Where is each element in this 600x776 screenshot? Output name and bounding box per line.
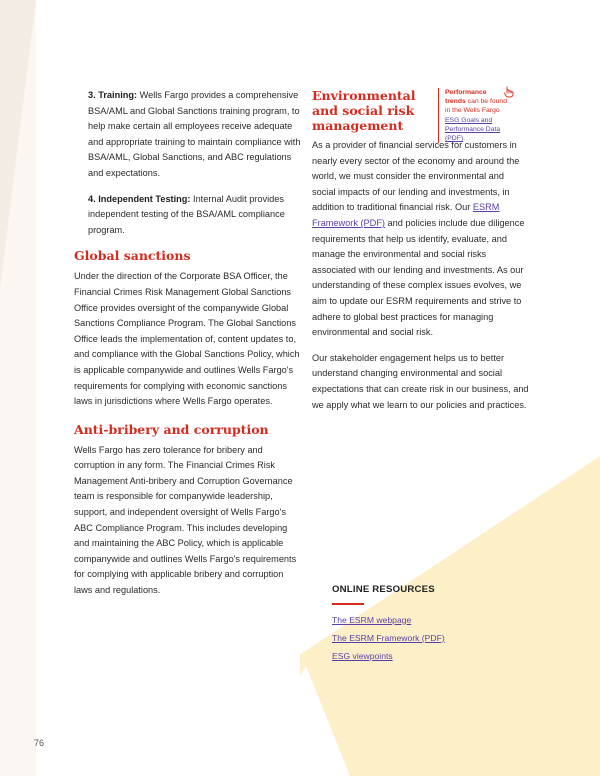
sidebar-lead-bold: Performance trends [445,89,487,106]
left-column [74,88,302,609]
global-sanctions-heading: Global sanctions [74,248,191,264]
independent-testing-label: Independent Testing: [98,193,191,204]
hand-pointer-icon [503,86,515,98]
list-item-independent-testing: 4. Independent Testing: Internal Audit provides independent testing of the BSA/AML compliance program. [88,193,285,235]
right-column [312,88,530,423]
independent-testing-text: Internal Audit provides independent testing of the BSA/AML compliance program. [88,193,285,235]
anti-bribery-body: Wells Fargo has zero tolerance for bribery and corruption in any form. The Financial Crimes Risk Management Anti-bribery and Corruption Governance team is responsible for companywide leadership, support, and independent oversight of Wells Fargo's ABC Compliance Program. This includes developing and maintaining the ABC Policy, which is applicable companywide and outlines Wells Fargo's requirements for complying with applicable bribery and corruption laws and regulations. [74,444,297,596]
sidebar-lead-rest: can be found in the Wells Fargo [445,98,507,115]
online-resources-title: ONLINE RESOURCES [332,584,435,595]
online-resources-rule [332,603,364,605]
environmental-para1-start: As a provider of financial services for customers in nearly every sector of the economy and around the world, we must consider the environmental and social impacts of our lending and investments, in addition to traditional financial risk. Our [312,140,520,213]
esrm-framework-link[interactable]: The ESRM Framework (PDF) [332,632,445,643]
anti-bribery-heading: Anti-bribery and corruption [74,421,269,437]
environmental-para1-end: and policies include due diligence requirements that help us identify, evaluate, and manage the environmental and social risks associated with our lending and investments. As our understanding of these complex issues evolves, we aim to update our ESRM requirements and strive to adhere to global best practices for managing environmental and social risk. [312,217,525,338]
left-decorative-wedge [0,0,36,290]
list-item-training: 3. Training: Wells Fargo provides a comprehensive BSA/AML and Global Sanctions training program, to help make certain all employees receive adequate and appropriate training to maintain compliance with BSA/AML, Global Sanctions, and ABC regulations and expectations. [88,90,301,178]
environmental-header-block [312,88,530,143]
environmental-body [312,138,530,341]
page-number: 76 [34,738,45,748]
performance-trends-sidebar: Performance trends can be found in the Wells Fargo ESG Goals and Performance Data (PDF). [438,88,509,143]
esrm-webpage-link[interactable]: The ESRM webpage [332,614,412,625]
esg-goals-link[interactable]: ESG Goals and Performance Data (PDF) [445,116,501,143]
global-sanctions-body: Under the direction of the Corporate BSA Officer, the Financial Crimes Risk Management Global Sanctions Office provides oversight of the companywide Global Sanctions Compliance Program. The Global Sanctions Office leads the implementation of, content updates to, and compliance with the Global Sanctions Policy, which is applicable companywide and outlines Wells Fargo's requirements for complying with economic sanctions laws in jurisdictions where Wells Fargo operates. [74,271,300,407]
online-resources-box [332,584,532,669]
environmental-heading: Environmental and social risk management [312,88,416,133]
esrm-framework-inline-link[interactable]: ESRM Framework (PDF) [312,202,500,228]
training-label: Training: [98,90,138,100]
esg-viewpoints-link[interactable]: ESG viewpoints [332,650,393,661]
training-text: Wells Fargo provides a comprehensive BSA/AML and Global Sanctions training program, to help make certain all employees receive adequate and appropriate training to maintain compliance with BSA/AML, Global Sanctions, and ABC regulations and expectations. [88,90,301,178]
stakeholder-paragraph: Our stakeholder engagement helps us to better understand changing environmental and social expectations that can create risk in our business, and we apply what we learn to our policies and practices. [312,352,529,410]
